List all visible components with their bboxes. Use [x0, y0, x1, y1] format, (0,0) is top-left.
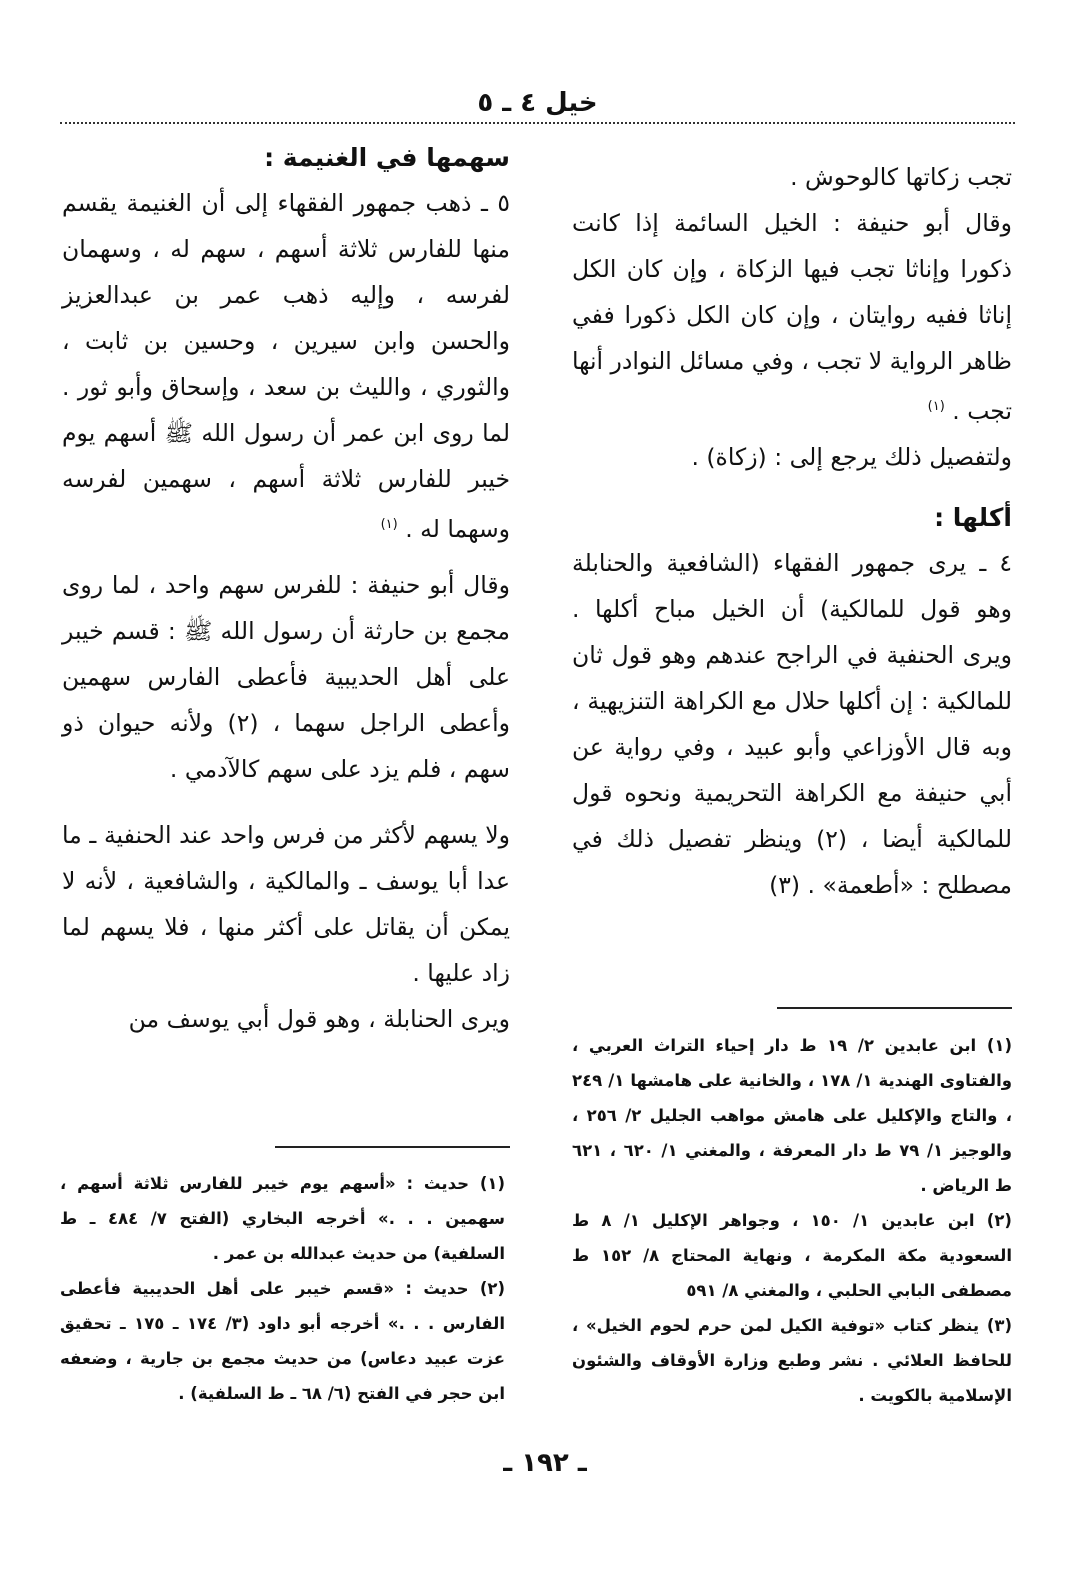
paragraph-text: وقال أبو حنيفة : الخيل السائمة إذا كانت ذكورا وإناثا تجب فيها الزكاة ، وإن كان الكل إناثا ففيه روايتان ، وإن كان الكل ذكورا ففي ظاهر الرواية لا تجب ، وفي مسائل النوادر أنها تجب . — [572, 209, 1012, 425]
paragraph-section-5 — [62, 180, 510, 552]
footnote: (١) ابن عابدين ٢/ ١٩ ط دار إحياء التراث العربي ، والفتاوى الهندية ١/ ١٧٨ ، والخانية على هامشها ١/ ٢٤٩ ، والتاج والإكليل على هامش مواهب الجليل ٢/ ٢٥٦ ، والوجيز ١/ ٧٩ ط دار المعرفة ، والمغني ١/ ٦٢٠ ، ٦٢١ ط الرياض . — [572, 1036, 1012, 1195]
footnote-ref: (١) — [927, 399, 945, 414]
section-heading-share: سهمها في الغنيمة : — [264, 143, 510, 172]
footnote: (١) حديث : «أسهم يوم خيبر للفارس ثلاثة أسهم ، سهمين . . .» أخرجه البخاري (الفتح ٧/ ٤٨٤ ـ ط السلفية) من حديث عبدالله بن عمر . — [60, 1174, 505, 1263]
paragraph-zakat-intro: تجب زكاتها كالوحوش . — [790, 163, 1012, 191]
footnotes-right — [572, 1028, 1012, 1413]
spacer — [62, 792, 510, 812]
paragraph-abu-hanifa-zakat — [572, 200, 1012, 434]
spacer — [572, 480, 1012, 500]
page-header — [60, 88, 1015, 124]
paragraph-detail-ref: ولتفصيل ذلك يرجع إلى : (زكاة) . — [691, 442, 1012, 471]
spacer — [62, 552, 510, 562]
footnote: (٣) ينظر كتاب «توفية الكيل لمن حرم لحوم الخيل» ، للحافظ العلائي . نشر وطبع وزارة الأوقاف والشئون الإسلامية بالكويت . — [572, 1316, 1012, 1405]
paragraph-text: ٥ ـ ذهب جمهور الفقهاء إلى أن الغنيمة يقسم منها للفارس ثلاثة أسهم ، سهم له ، وسهمان لفرسه ، وإليه ذهب عمر بن عبدالعزيز والحسن وابن سيرين ، وحسين بن ثابت ، والثوري ، والليث بن سعد ، وإسحاق وأبو ثور . لما روى ابن عمر أن رسول الله ﷺ أسهم يوم خيبر للفارس ثلاثة أسهم ، سهمين لفرسه وسهما له . — [62, 189, 510, 543]
paragraph-abu-hanifa-share: وقال أبو حنيفة : للفرس سهم واحد ، لما روى مجمع بن حارثة أن رسول الله ﷺ : قسم خيبر على أهل الحديبية فأعطى الفارس سهمين وأعطى الراجل سهما ، (٢) ولأنه حيوان ذو سهم ، فلم يزد على سهم كالآدمي . — [62, 570, 510, 783]
footnote: (٢) ابن عابدين ١/ ١٥٠ ، وجواهر الإكليل ١/ ٨ ط السعودية مكة المكرمة ، ونهاية المحتاج ٨/ ١٥٢ ط مصطفى البابي الحلبي ، والمغني ٨/ ٥٩١ — [572, 1211, 1012, 1300]
footnote-separator-right — [777, 1007, 1012, 1009]
footnote: (٢) حديث : «قسم خيبر على أهل الحديبية فأعطى الفارس . . .» أخرجه أبو داود (٣/ ١٧٤ ـ ١٧٥ ـ تحقيق عزت عبيد دعاس) من حديث مجمع بن جارية ، وضعفه ابن حجر في الفتح (٦/ ٦٨ ـ ط السلفية) . — [60, 1279, 505, 1403]
page-title: خيل ٤ ـ ٥ — [477, 88, 598, 118]
paragraph-section-4: ٤ ـ يرى جمهور الفقهاء (الشافعية والحنابلة وهو قول للمالكية) أن الخيل مباح أكلها . ويرى الحنفية في الراجح عندهم وهو قول ثان للمالكية : إن أكلها حلال مع الكراهة التنزيهية ، وبه قال الأوزاعي وأبو عبيد ، وفي رواية عن أبي حنيفة مع الكراهة التحريمية ونحوه قول للمالكية أيضا ، (٢) وينظر تفصيل ذلك في مصطلح : «أطعمة» . (٣) — [572, 548, 1012, 899]
footnote-ref: (١) — [380, 517, 398, 532]
section-heading-eating: أكلها : — [934, 502, 1012, 532]
right-column — [572, 140, 1012, 908]
left-column — [62, 140, 510, 1042]
paragraph-hanabila: ويرى الحنابلة ، وهو قول أبي يوسف من — [128, 1004, 510, 1033]
paragraph-no-more-than-one: ولا يسهم لأكثر من فرس واحد عند الحنفية ـ ما عدا أبا يوسف ـ والمالكية ، والشافعية ، لأنه لا يمكن أن يقاتل على أكثر منها ، فلا يسهم لما زاد عليها . — [62, 820, 510, 987]
footnote-separator-left — [275, 1146, 510, 1148]
page-number: ـ ١٩٢ ـ — [503, 1448, 587, 1478]
footnotes-left — [60, 1166, 505, 1411]
